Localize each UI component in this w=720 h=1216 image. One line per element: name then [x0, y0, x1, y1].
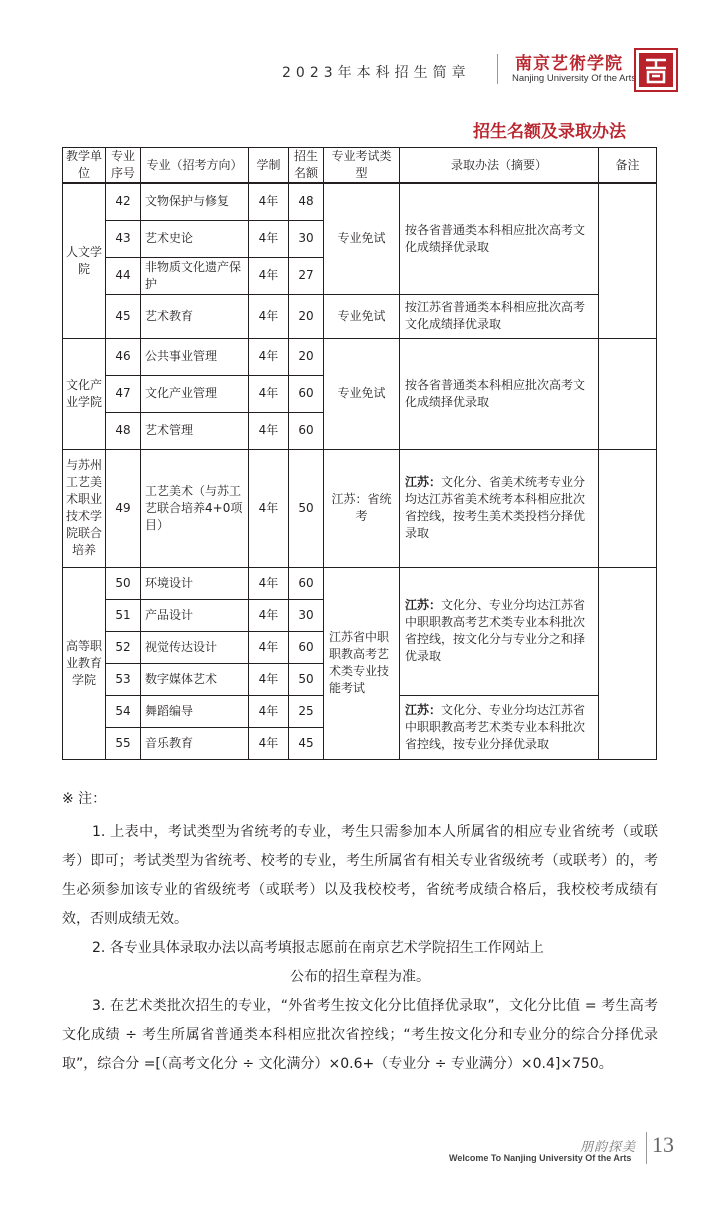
method-cell	[400, 449, 599, 567]
major-cell: 文物保护与修复	[141, 183, 249, 220]
quota-cell: 30	[289, 220, 324, 257]
seq-cell: 49	[106, 449, 141, 567]
brochure-title: 2023年本科招生简章	[282, 65, 471, 81]
method-cell: 按各省普通类本科相应批次高考文化成绩择优录取	[400, 183, 599, 294]
quota-cell: 20	[289, 294, 324, 338]
table-row	[63, 183, 657, 220]
exam-cell: 江苏：省统考	[324, 449, 400, 567]
seq-cell: 47	[106, 375, 141, 412]
duration-cell: 4年	[249, 631, 289, 663]
exam-cell: 专业免试	[324, 338, 400, 449]
seq-cell: 54	[106, 695, 141, 727]
seq-cell: 51	[106, 599, 141, 631]
major-cell: 数字媒体艺术	[141, 663, 249, 695]
quota-cell: 45	[289, 727, 324, 759]
major-cell: 产品设计	[141, 599, 249, 631]
method-province-label: 江苏：	[405, 702, 442, 717]
remark-cell	[599, 449, 657, 567]
duration-cell: 4年	[249, 663, 289, 695]
major-cell: 舞蹈编导	[141, 695, 249, 727]
table-row	[63, 338, 657, 375]
duration-cell: 4年	[249, 567, 289, 599]
header-quota: 招生名额	[289, 148, 324, 184]
quota-cell: 50	[289, 663, 324, 695]
seq-cell: 46	[106, 338, 141, 375]
quota-cell: 48	[289, 183, 324, 220]
method-cell: 按江苏省普通类本科相应批次高考文化成绩择优录取	[400, 294, 599, 338]
seq-cell: 55	[106, 727, 141, 759]
remark-cell	[599, 567, 657, 759]
note-2a: 2. 各专业具体录取办法以高考填报志愿前在南京艺术学院招生工作网站上	[92, 940, 544, 956]
method-cell	[400, 695, 599, 759]
method-text: 文化分、专业分均达江苏省中职职教高考艺术类专业本科批次省控线，按文化分与专业分之和择优录取	[405, 598, 586, 663]
notes-mark: ※ 注：	[62, 791, 107, 807]
quota-cell: 60	[289, 412, 324, 449]
footer-divider	[646, 1132, 647, 1164]
major-cell: 音乐教育	[141, 727, 249, 759]
duration-cell: 4年	[249, 599, 289, 631]
university-name-en: Nanjing University Of the Arts	[512, 73, 637, 84]
method-cell	[400, 567, 599, 695]
note-2b: 公布的招生章程为准。	[290, 969, 430, 985]
major-cell: 工艺美术（与苏工艺联合培养4+0项目）	[141, 449, 249, 567]
major-cell: 公共事业管理	[141, 338, 249, 375]
header-major: 专业（招考方向）	[141, 148, 249, 184]
footer-slogan: 朋韵探美	[580, 1140, 637, 1155]
footer-english: Welcome To Nanjing University Of the Arts	[449, 1153, 632, 1163]
major-cell: 艺术史论	[141, 220, 249, 257]
college-culture: 文化产业学院	[63, 338, 106, 449]
remark-cell	[599, 338, 657, 449]
note-3: 3. 在艺术类批次招生的专业，“外省考生按文化分比值择优录取”，文化分比值 = 考生高考文化成绩 ÷ 考生所属省普通类本科相应批次省控线；“考生按文化分和专业分的综合分择优录取”，综合分 =[（高考文化分 ÷ 文化满分）×0.6+（专业分 ÷ 专业满分）×0.4]×750。	[62, 998, 658, 1072]
major-cell: 非物质文化遗产保护	[141, 257, 249, 294]
seq-cell: 42	[106, 183, 141, 220]
duration-cell: 4年	[249, 412, 289, 449]
major-cell: 视觉传达设计	[141, 631, 249, 663]
method-province-label: 江苏：	[405, 598, 442, 612]
exam-cell: 江苏省中职职教高考艺术类专业技能考试	[324, 567, 400, 759]
seq-cell: 43	[106, 220, 141, 257]
major-cell: 环境设计	[141, 567, 249, 599]
university-seal-logo	[634, 48, 678, 92]
college-humanities: 人文学院	[63, 183, 106, 338]
notes-section	[62, 788, 658, 1079]
seq-cell: 45	[106, 294, 141, 338]
quota-cell: 60	[289, 375, 324, 412]
page-number: 13	[652, 1132, 674, 1157]
quota-cell: 25	[289, 695, 324, 727]
exam-cell: 专业免试	[324, 294, 400, 338]
duration-cell: 4年	[249, 338, 289, 375]
major-cell: 文化产业管理	[141, 375, 249, 412]
quota-cell: 20	[289, 338, 324, 375]
section-title: 招生名额及录取办法	[473, 122, 626, 142]
method-province-label: 江苏：	[405, 475, 442, 489]
quota-cell: 27	[289, 257, 324, 294]
header-remark: 备注	[599, 148, 657, 184]
seq-cell: 44	[106, 257, 141, 294]
header-method: 录取办法（摘要）	[400, 148, 599, 184]
major-cell: 艺术教育	[141, 294, 249, 338]
duration-cell: 4年	[249, 449, 289, 567]
seq-cell: 50	[106, 567, 141, 599]
quota-cell: 60	[289, 631, 324, 663]
table-row	[63, 567, 657, 599]
quota-cell: 60	[289, 567, 324, 599]
duration-cell: 4年	[249, 257, 289, 294]
method-cell: 按各省普通类本科相应批次高考文化成绩择优录取	[400, 338, 599, 449]
exam-cell: 专业免试	[324, 183, 400, 294]
remark-cell	[599, 183, 657, 338]
duration-cell: 4年	[249, 695, 289, 727]
note-1: 1. 上表中，考试类型为省统考的专业，考生只需参加本人所属省的相应专业省统考（或联考）即可；考试类型为省统考、校考的专业，考生所属省有相关专业省级统考（或联考）的，考生必须参加该专业的省级统考（或联考）以及我校校考，省统考成绩合格后，我校校考成绩有效，否则成绩无效。	[62, 824, 658, 927]
method-text: 文化分、专业分均达江苏省中职职教高考艺术类专业本科批次省控线，按专业分择优录取	[405, 702, 586, 751]
table-row	[63, 294, 657, 338]
admissions-table	[62, 147, 657, 760]
header-seq: 专业序号	[106, 148, 141, 184]
header-divider	[497, 54, 498, 84]
college-vocational: 高等职业教育学院	[63, 567, 106, 759]
duration-cell: 4年	[249, 183, 289, 220]
header-duration: 学制	[249, 148, 289, 184]
seq-cell: 52	[106, 631, 141, 663]
major-cell: 艺术管理	[141, 412, 249, 449]
duration-cell: 4年	[249, 220, 289, 257]
quota-cell: 30	[289, 599, 324, 631]
header-exam: 专业考试类型	[324, 148, 400, 184]
method-text: 文化分、省美术统考专业分均达江苏省美术统考本科相应批次省控线，按考生美术类投档分择优录取	[405, 475, 586, 540]
duration-cell: 4年	[249, 727, 289, 759]
college-suzhou: 与苏州工艺美术职业技术学院联合培养	[63, 449, 106, 567]
seq-cell: 53	[106, 663, 141, 695]
university-name-cn: 南京艺術学院	[515, 54, 623, 74]
table-row	[63, 449, 657, 567]
header-college: 教学单位	[63, 148, 106, 184]
duration-cell: 4年	[249, 375, 289, 412]
quota-cell: 50	[289, 449, 324, 567]
table-header-row	[63, 148, 657, 184]
seq-cell: 48	[106, 412, 141, 449]
duration-cell: 4年	[249, 294, 289, 338]
